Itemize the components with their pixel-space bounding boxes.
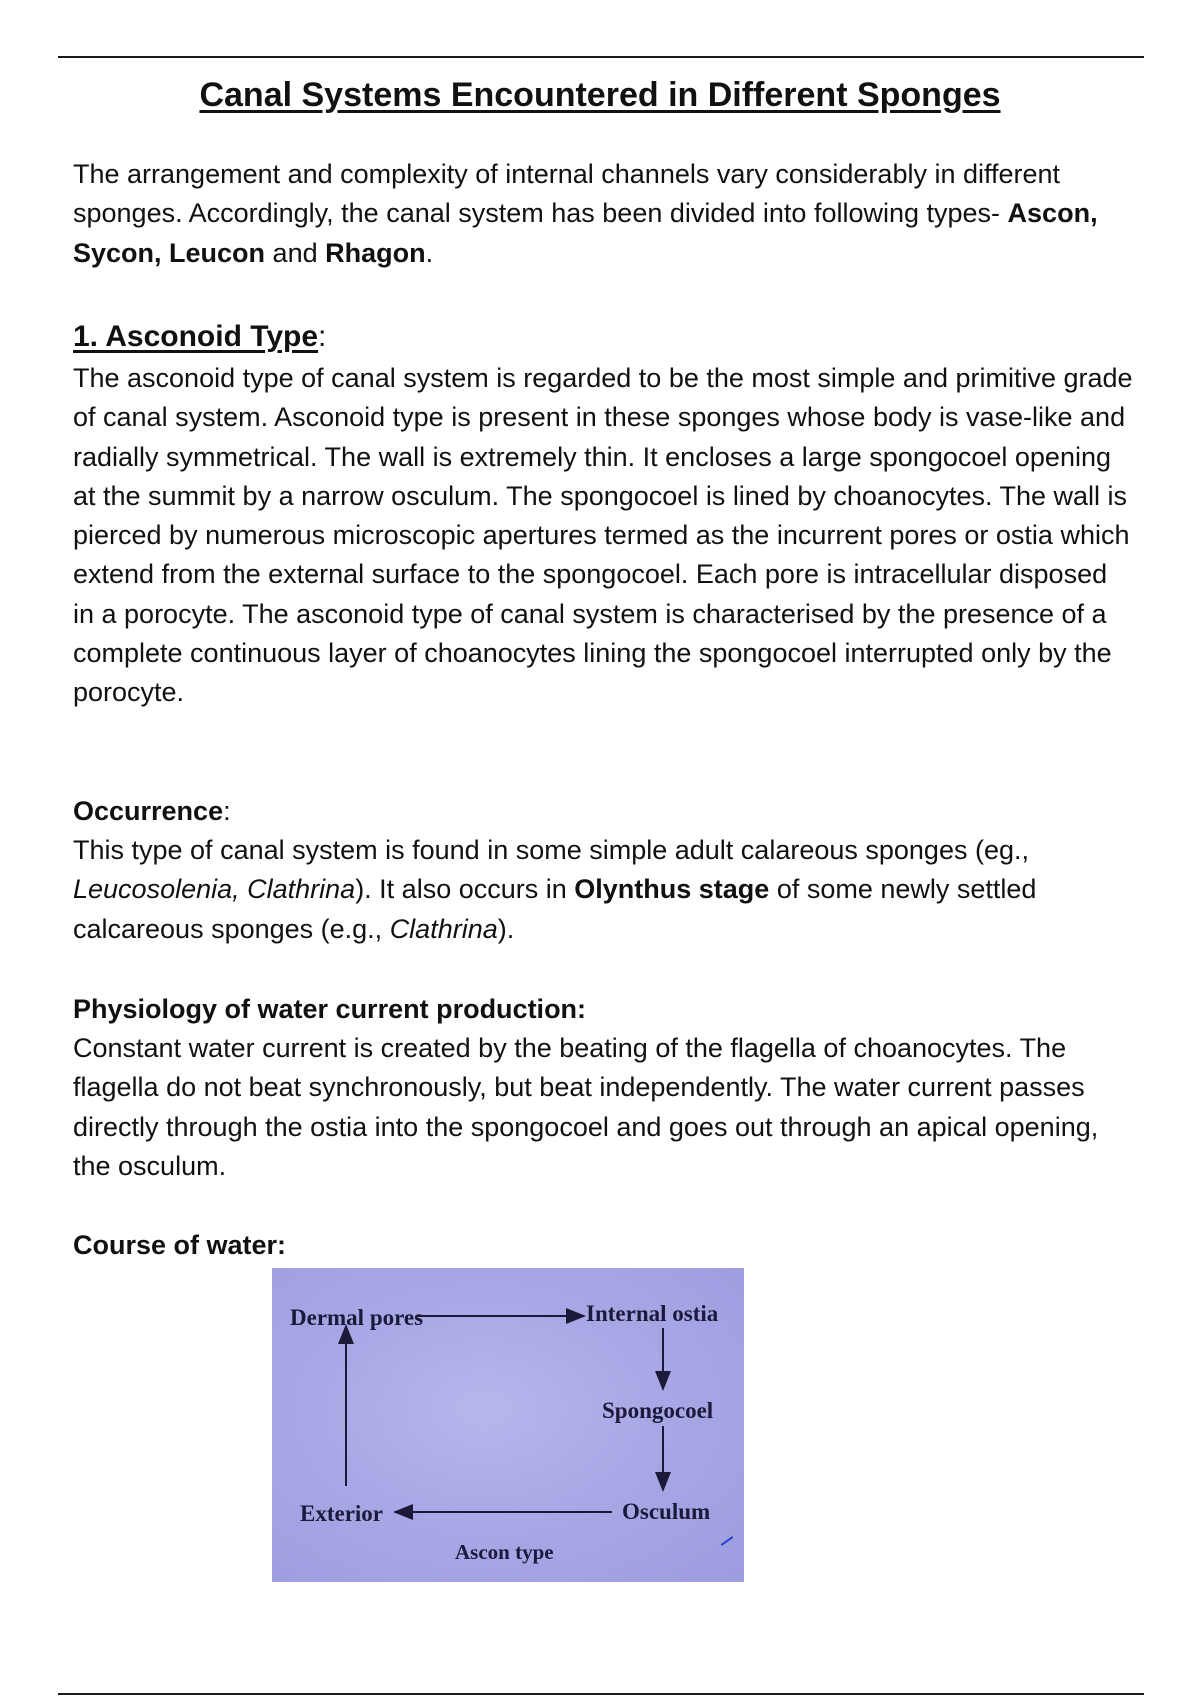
intro-types-bold: Ascon, Sycon, Leucon <box>73 198 1098 268</box>
intro-paragraph: The arrangement and complexity of internal channels vary considerably in different sponges. Accordingly, the canal system has been divided into following types- Ascon, Sycon, Leucon and Rhagon. <box>73 159 1098 268</box>
top-rule <box>58 56 1144 58</box>
asconoid-heading: 1. Asconoid Type: <box>73 320 327 353</box>
course-heading: Course of water: <box>73 1230 287 1260</box>
ascon-water-course-diagram <box>272 1268 744 1582</box>
occurrence-genera: Leucosolenia, Clathrina <box>73 874 356 905</box>
intro-rhagon-bold: Rhagon <box>325 237 426 268</box>
occurrence-paragraph: This type of canal system is found in some simple adult calareous sponges (eg., Leucosolenia, Clathrina). It also occurs in Olynthus stage of some newly settled calcareous sponges (e.g., Clathrina). <box>73 835 1037 944</box>
bottom-rule <box>58 1693 1144 1695</box>
label-dermal-pores: Dermal pores <box>290 1305 424 1330</box>
diagram-caption: Ascon type <box>455 1540 554 1564</box>
olynthus-stage: Olynthus stage <box>574 874 770 905</box>
physiology-heading: Physiology of water current production: <box>73 994 587 1024</box>
physiology-paragraph: Constant water current is created by the beating of the flagella of choanocytes. The flagella do not beat synchronously, but beat independently. The water current passes directly through the ostia into the spongocoel and goes out through an apical opening, the osculum. <box>73 1033 1099 1181</box>
label-exterior: Exterior <box>300 1501 384 1526</box>
occurrence-genus: Clathrina <box>389 913 498 944</box>
label-spongocoel: Spongocoel <box>602 1398 714 1423</box>
asconoid-paragraph: The asconoid type of canal system is regarded to be the most simple and primitive grade of canal system. Asconoid type is present in these sponges whose body is vase-like and radially symmetrical. The wall is extremely thin. It encloses a large spongocoel opening at the summit by a narrow osculum. The spongocoel is lined by choanocytes. The wall is pierced by numerous microscopic apertures termed as the incurrent pores or ostia which extend from the external surface to the spongocoel. Each pore is intracellular disposed in a porocyte. The asconoid type of canal system is characterised by the presence of a complete continuous layer of choanocytes lining the spongocoel interrupted only by the porocyte. <box>73 363 1133 708</box>
page-title: Canal Systems Encountered in Different Sponges <box>199 76 1001 114</box>
label-internal-ostia: Internal ostia <box>586 1301 719 1326</box>
label-osculum: Osculum <box>622 1499 711 1524</box>
occurrence-heading: Occurrence: <box>73 796 231 826</box>
